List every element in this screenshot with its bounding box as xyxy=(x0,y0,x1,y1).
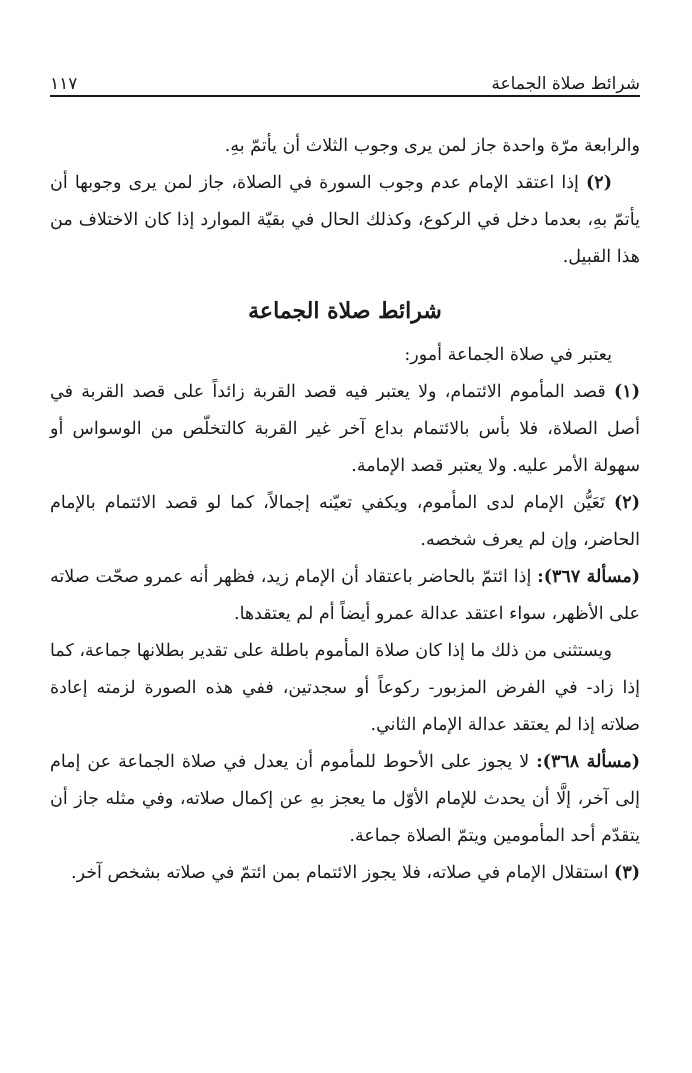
issue-label: (مسألة ٣٦٨): xyxy=(536,752,640,772)
paragraph-text: لا يجوز على الأحوط للمأموم أن يعدل في صلاة الجماعة عن إمام إلى آخر، إلَّا أن يحدث للإمام الأوّل ما يعجز بهِ عن إكمال صلاته، وفي مثله جاز أن يتقدّم أحد المأمومين ويتمّ الصلاة جماعة. xyxy=(50,752,640,846)
paragraph-condition-1 xyxy=(50,374,640,485)
issue-label: (مسألة ٣٦٧): xyxy=(537,567,640,587)
paragraph-text: تَعَيُّن الإمام لدى المأموم، ويكفي تعيّنه إجمالاً، كما لو قصد الائتمام بالإمام الحاضر، وإن لم يعرف شخصه. xyxy=(50,493,640,550)
item-number: (٢) xyxy=(614,493,640,513)
paragraph-issue-368 xyxy=(50,744,640,855)
paragraph-text: استقلال الإمام في صلاته، فلا يجوز الائتمام بمن ائتمّ في صلاته بشخص آخر. xyxy=(71,863,609,883)
paragraph-condition-2 xyxy=(50,485,640,559)
section-intro: يعتبر في صلاة الجماعة أمور: xyxy=(404,345,612,365)
body-text xyxy=(50,128,640,892)
paragraph-item-2 xyxy=(50,165,640,276)
paragraph-exception: ويستثنى من ذلك ما إذا كان صلاة المأموم باطلة على تقدير بطلانها جماعة، كما إذا زاد- في الفرض المزبور- ركوعاً أو سجدتين، ففي هذه الصورة لزمته إعادة صلاته إذا لم يعتقد عدالة الإمام الثاني. xyxy=(50,641,640,735)
paragraph-text: قصد المأموم الائتمام، ولا يعتبر فيه قصد القربة زائداً على قصد القربة في أصل الصلاة، فلا بأس بالائتمام بداع آخر غير القربة كالتخلّص من الوسواس أو سهولة الأمر عليه. ولا يعتبر قصد الإمامة. xyxy=(50,382,640,476)
running-title: شرائط صلاة الجماعة xyxy=(491,74,640,94)
paragraph-issue-367 xyxy=(50,559,640,633)
item-number: (١) xyxy=(614,382,640,402)
paragraph-condition-3 xyxy=(50,855,640,892)
section-title: شرائط صلاة الجماعة xyxy=(248,298,442,324)
item-number: (٢) xyxy=(586,173,612,193)
running-header xyxy=(50,64,640,94)
header-rule xyxy=(50,95,640,97)
paragraph-continuation: والرابعة مرّة واحدة جاز لمن يرى وجوب الثلاث أن يأتمّ بهِ. xyxy=(224,136,640,156)
item-number: (٣) xyxy=(614,863,640,883)
paragraph-text: إذا اعتقد الإمام عدم وجوب السورة في الصلاة، جاز لمن يرى وجوبها أن يأتمّ بهِ، بعدما دخل في الركوع، وكذلك الحال في بقيّة الموارد إذا كان الاختلاف من هذا القبيل. xyxy=(50,173,640,267)
paragraph-text: إذا ائتمّ بالحاضر باعتقاد أن الإمام زيد، فظهر أنه عمرو صحّت صلاته على الأظهر، سواء اعتقد عدالة عمرو أيضاً أم لم يعتقدها. xyxy=(50,567,640,624)
page-number: ١١٧ xyxy=(50,74,78,94)
